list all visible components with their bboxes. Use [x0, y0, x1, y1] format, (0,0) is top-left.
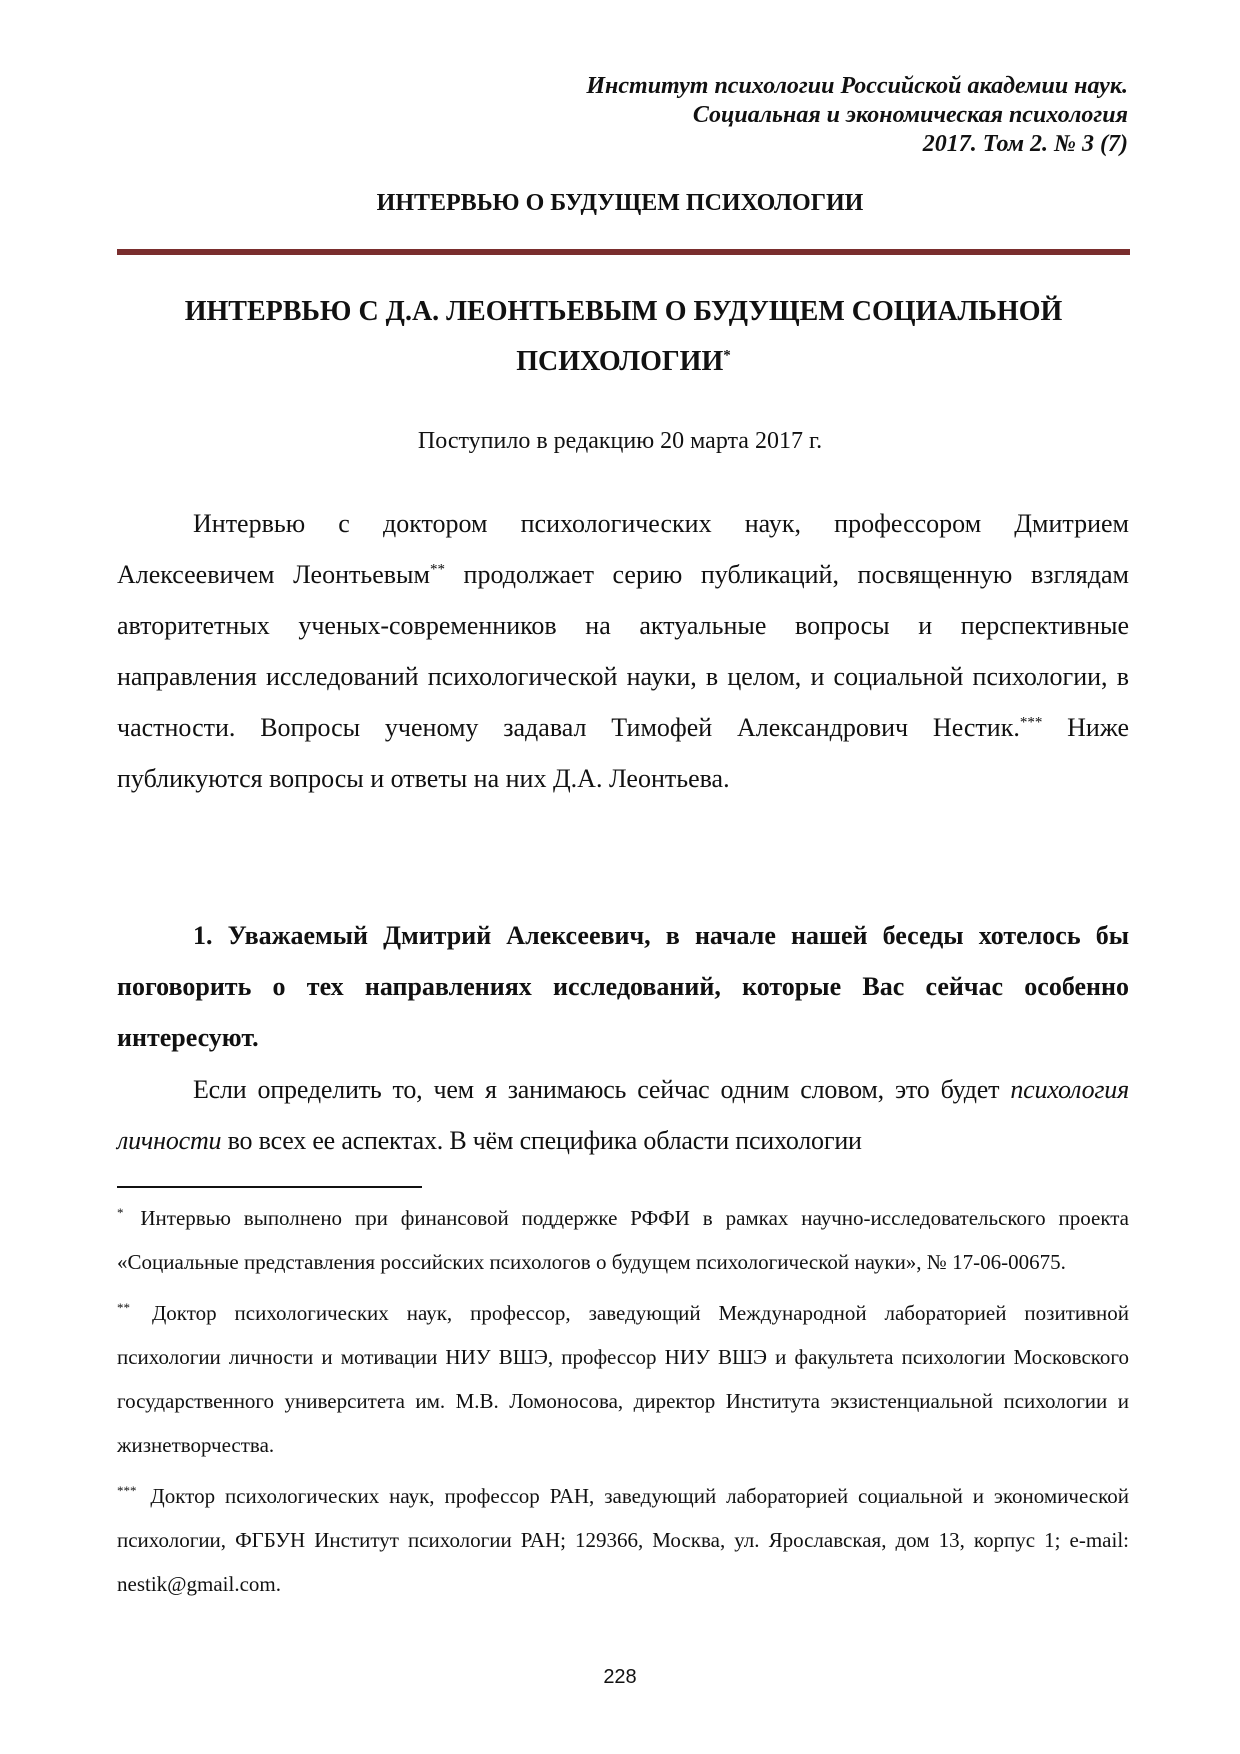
article-title [117, 287, 1130, 387]
footnote-mark: ** [117, 1300, 130, 1315]
intro-text-1: Интервью с доктором психологических наук, профессором Дмитрием Алексеевичем Леонтьевым [117, 509, 1129, 589]
article-title-text: ПСИХОЛОГИИ [516, 346, 724, 377]
journal-masthead [586, 72, 1128, 159]
answer-paragraph [117, 1064, 1129, 1166]
article-title-line2 [117, 337, 1130, 387]
answer-text-2: во всех ее аспектах. В чём специфика области психологии [221, 1126, 862, 1155]
footnote-text: Доктор психологических наук, профессор, заведующий Международной лабораторией позитивной психологии личности и мотивации НИУ ВШЭ, профессор НИУ ВШЭ и факультета психологии Московского государственного университета им. М.В. Ломоносова, директор Института экзистенциальной психологии и жизнетворчества. [117, 1301, 1129, 1457]
footnote-3 [117, 1474, 1129, 1606]
footnote-text: Интервью выполнено при финансовой поддержке РФФИ в рамках научно-исследовательского проекта «Социальные представления российских психологов о будущем психологической науки», № 17-06-00675. [117, 1206, 1129, 1274]
footnote-1 [117, 1196, 1129, 1284]
title-footnote-mark: * [723, 347, 731, 364]
answer-emphasis: психология личности [117, 1075, 1129, 1155]
footnotes [117, 1196, 1129, 1613]
page-number: 228 [603, 1666, 637, 1688]
intro-text-3: Ниже публикуются вопросы и ответы на них Д.А. Леонтьева. [117, 713, 1129, 793]
masthead-line-institute: Институт психологии Российской академии наук. [586, 73, 1128, 99]
intro-paragraph [117, 498, 1129, 804]
footnote-ref-3: *** [1019, 714, 1043, 731]
footnote-mark: * [117, 1205, 124, 1220]
received-date: Поступило в редакцию 20 марта 2017 г. [417, 428, 823, 454]
footnote-mark: *** [117, 1483, 137, 1498]
question-heading [117, 910, 1129, 1063]
footnote-text: Доктор психологических наук, профессор РАН, заведующий лабораторией социальной и экономической психологии, ФГБУН Институт психологии РАН; 129366, Москва, ул. Ярославская, дом 13, корпус 1; e-mail: nestik@gmail.com. [117, 1484, 1129, 1596]
masthead-line-journal: Социальная и экономическая психология [692, 102, 1128, 128]
intro-text-2: продолжает серию публикаций, посвященную взглядам авторитетных ученых-современников на актуальные вопросы и перспективные направления исследований психологической науки, в целом, и социальной психологии, в частности. Вопросы ученому задавал Тимофей Александрович Нестик. [117, 560, 1129, 742]
footnote-2 [117, 1291, 1129, 1467]
footnote-ref-2: ** [429, 561, 445, 578]
section-title: ИНТЕРВЬЮ О БУДУЩЕМ ПСИХОЛОГИИ [376, 190, 864, 216]
masthead-line-issue: 2017. Том 2. № 3 (7) [922, 131, 1128, 157]
footnote-separator [117, 1186, 422, 1188]
question-text: 1. Уважаемый Дмитрий Алексеевич, в начале нашей беседы хотелось бы поговорить о тех направлениях исследований, которые Вас сейчас особенно интересуют. [117, 921, 1129, 1052]
article-title-line1: ИНТЕРВЬЮ С Д.А. ЛЕОНТЬЕВЫМ О БУДУЩЕМ СОЦИАЛЬНОЙ [184, 296, 1063, 327]
section-divider [117, 249, 1130, 255]
answer-text-1: Если определить то, чем я занимаюсь сейчас одним словом, это будет [193, 1075, 1011, 1104]
